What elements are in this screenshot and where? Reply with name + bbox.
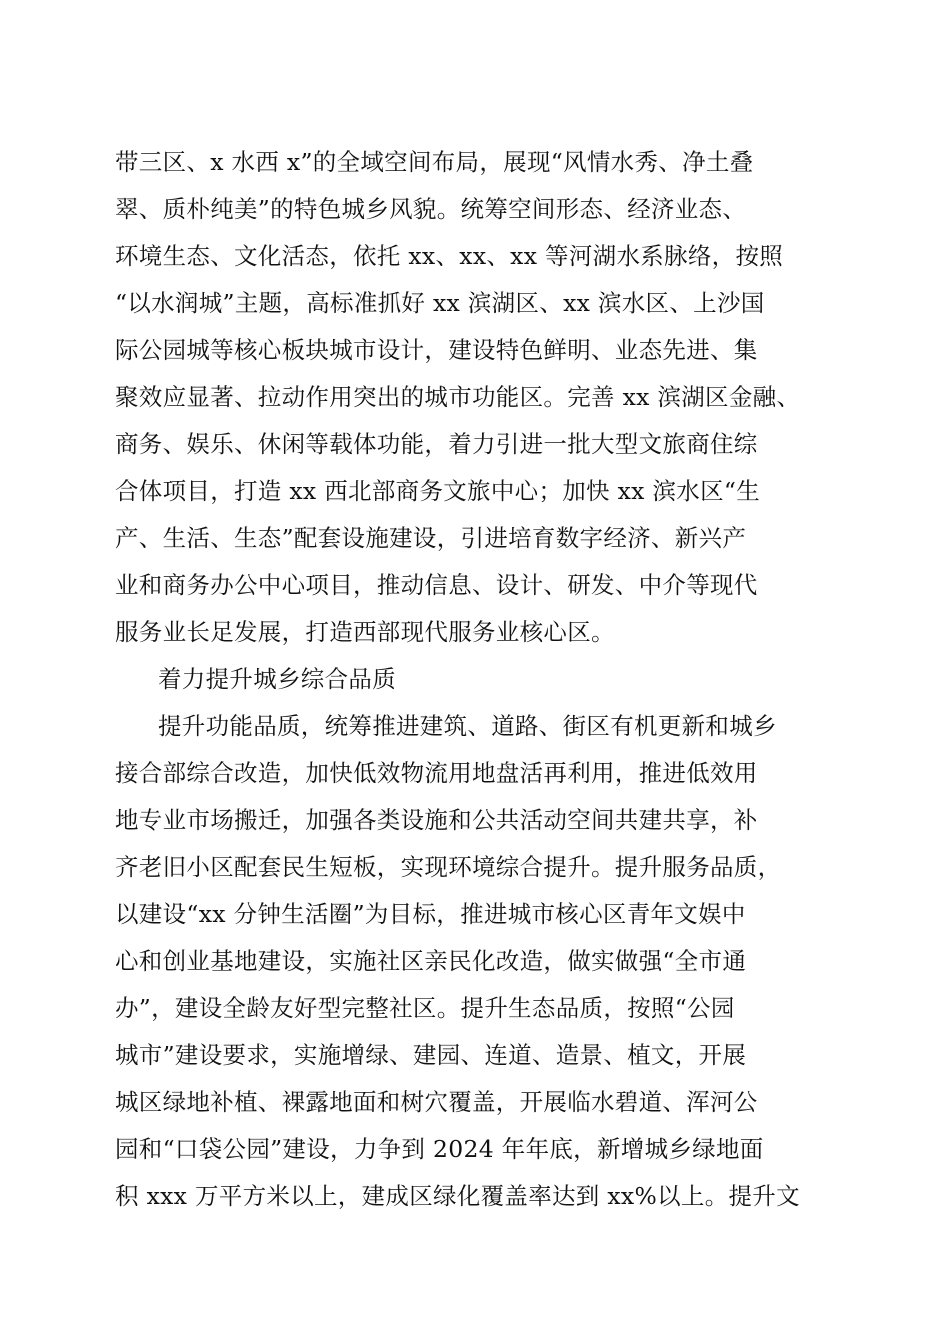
paragraph1-line-7: 商务、娱乐、休闲等载体功能，着力引进一批大型文旅商住综: [115, 430, 758, 458]
paragraph1-line-10: 业和商务办公中心项目，推动信息、设计、研发、中介等现代: [115, 571, 758, 599]
paragraph1-line-6: 聚效应显著、拉动作用突出的城市功能区。完善 xx 滨湖区金融、: [115, 383, 801, 411]
paragraph2-line-10: 园和“口袋公园”建设，力争到 2024 年年底，新增城乡绿地面: [115, 1135, 764, 1163]
paragraph2-line-3: 地专业市场搬迁，加强各类设施和公共活动空间共建共享，补: [115, 806, 758, 834]
paragraph1-line-8: 合体项目，打造 xx 西北部商务文旅中心；加快 xx 滨水区“生: [115, 477, 761, 505]
paragraph2-line-11: 积 xxx 万平方米以上，建成区绿化覆盖率达到 xx%以上。提升文: [115, 1182, 800, 1210]
paragraph2-line-8: 城市”建设要求，实施增绿、建园、连道、造景、植文，开展: [115, 1041, 747, 1069]
paragraph2-line-1: 提升功能品质，统筹推进建筑、道路、街区有机更新和城乡: [158, 712, 777, 740]
paragraph2-line-9: 城区绿地补植、裸露地面和树穴覆盖，开展临水碧道、浑河公: [115, 1088, 758, 1116]
paragraph1-line-11: 服务业长足发展，打造西部现代服务业核心区。: [115, 618, 615, 646]
paragraph1-line-2: 翠、质朴纯美”的特色城乡风貌。统筹空间形态、经济业态、: [115, 195, 747, 223]
section-heading: 着力提升城乡综合品质: [158, 665, 396, 693]
paragraph2-line-5: 以建设“xx 分钟生活圈”为目标，推进城市核心区青年文娱中: [115, 900, 746, 928]
paragraph1-line-5: 际公园城等核心板块城市设计，建设特色鲜明、业态先进、集: [115, 336, 758, 364]
paragraph2-line-7: 办”，建设全龄友好型完整社区。提升生态品质，按照“公园: [115, 994, 735, 1022]
paragraph1-line-3: 环境生态、文化活态，依托 xx、xx、xx 等河湖水系脉络，按照: [115, 242, 784, 270]
paragraph2-line-4: 齐老旧小区配套民生短板，实现环境综合提升。提升服务品质，: [115, 853, 782, 881]
paragraph2-line-6: 心和创业基地建设，实施社区亲民化改造，做实做强“全市通: [115, 947, 747, 975]
paragraph1-line-1: 带三区、x 水西 x”的全域空间布局，展现“风情水秀、净土叠: [115, 148, 754, 176]
paragraph1-line-4: “以水润城”主题，高标准抓好 xx 滨湖区、xx 滨水区、上沙国: [115, 289, 765, 317]
paragraph1-line-9: 产、生活、生态”配套设施建设，引进培育数字经济、新兴产: [115, 524, 747, 552]
paragraph2-line-2: 接合部综合改造，加快低效物流用地盘活再利用，推进低效用: [115, 759, 758, 787]
